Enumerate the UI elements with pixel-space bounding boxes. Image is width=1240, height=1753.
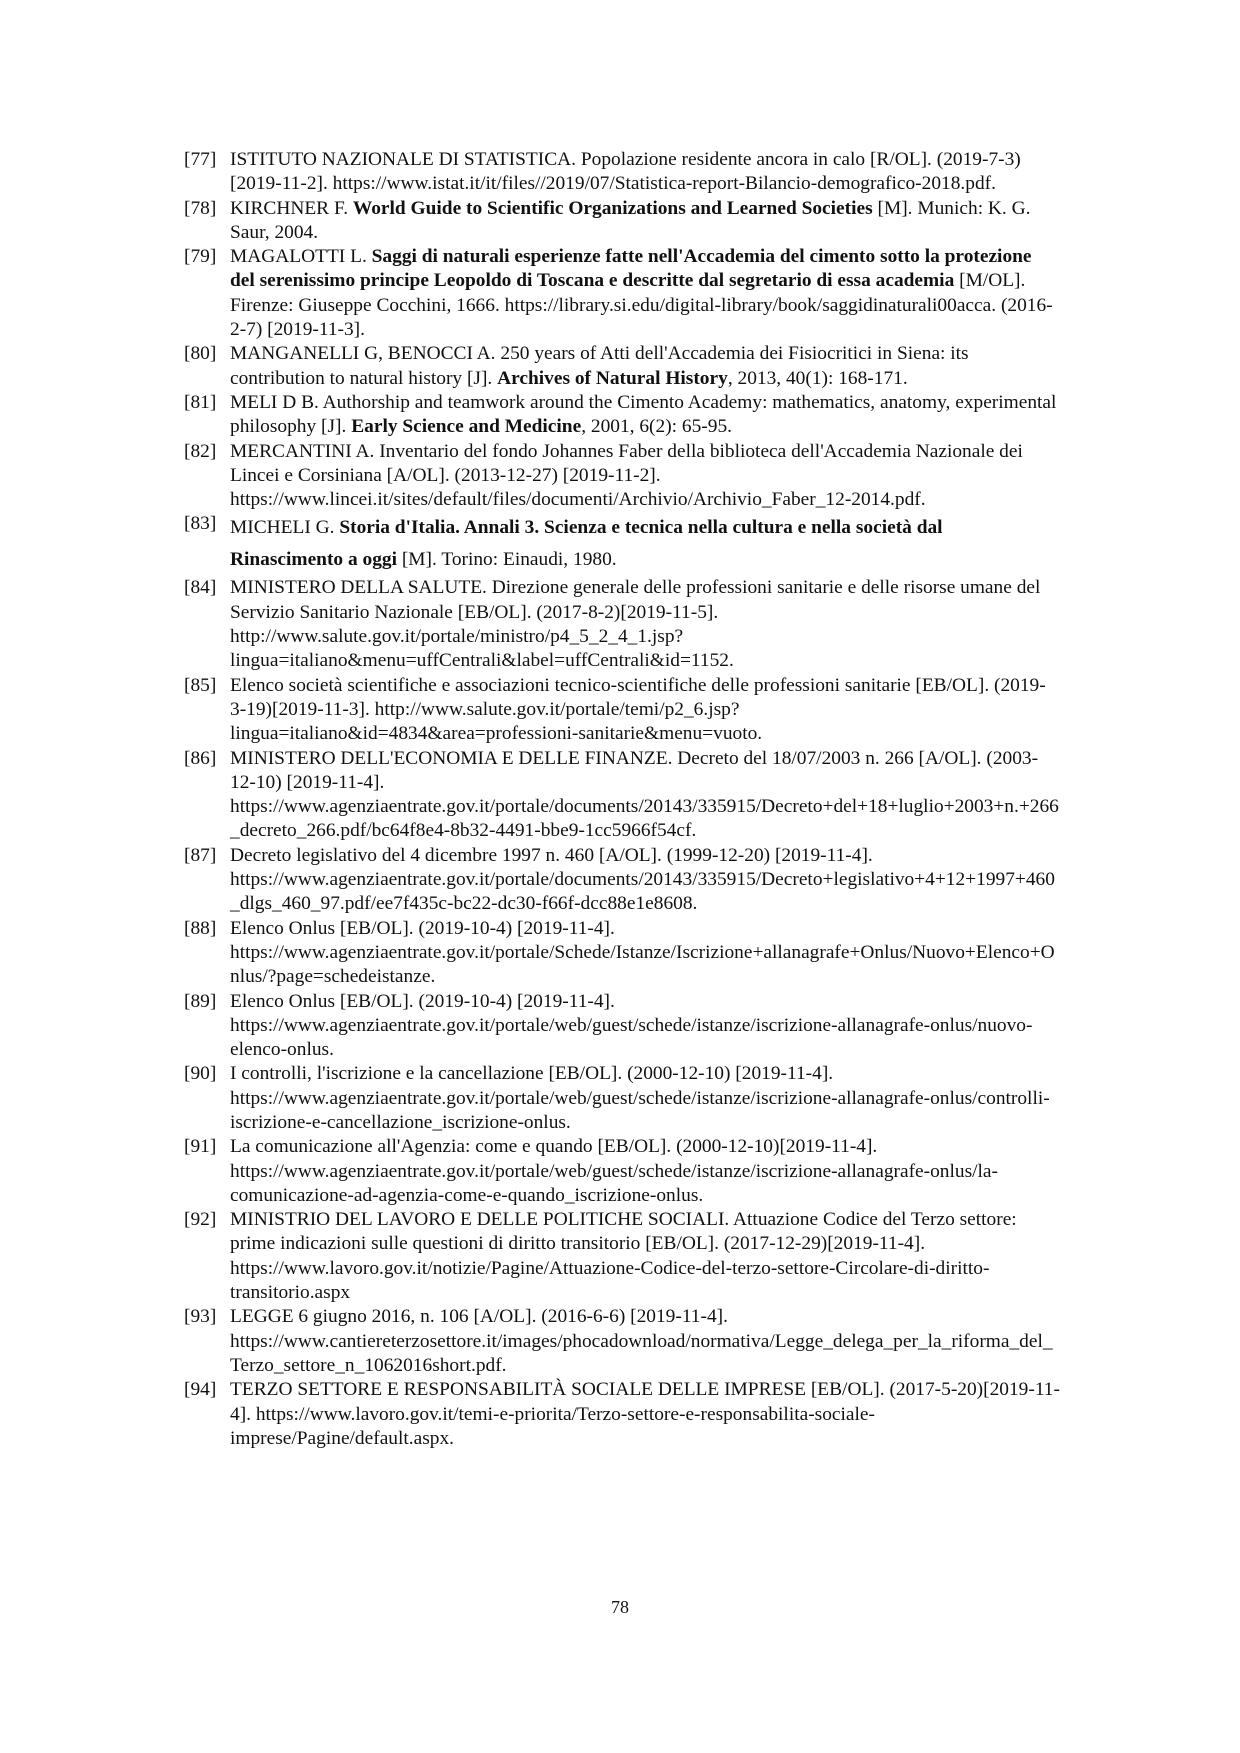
reference-title: Archives of Natural History bbox=[497, 367, 728, 389]
reference-segment: La comunicazione all'Agenzia: come e quando [EB/OL]. (2000-12-10)[2019-11-4]. https://www.agenziaentrate.gov.it/portale/web/guest/schede/istanze/iscrizione-allanagrafe-onlus/la-comunicazione-ad-agenzia-come-e-quando_iscrizione-onlus. bbox=[230, 1136, 998, 1206]
reference-segment: [M]. Munich: K. G. Saur, 2004. bbox=[230, 197, 1031, 243]
reference-entry bbox=[184, 440, 1060, 513]
reference-entry bbox=[184, 1208, 1060, 1305]
reference-text bbox=[230, 747, 1060, 844]
reference-entry bbox=[184, 342, 1060, 391]
reference-number: [92] bbox=[184, 1209, 217, 1231]
reference-text bbox=[230, 391, 1060, 440]
reference-entry bbox=[184, 990, 1060, 1063]
reference-text bbox=[230, 342, 1060, 391]
reference-segment: KIRCHNER F. bbox=[230, 197, 353, 219]
reference-number: [80] bbox=[184, 343, 217, 365]
reference-entry bbox=[184, 747, 1060, 844]
reference-number: [78] bbox=[184, 197, 217, 219]
reference-list bbox=[184, 148, 1060, 1451]
reference-entry bbox=[184, 512, 1060, 576]
reference-segment: [M/OL]. Firenze: Giuseppe Cocchini, 1666. https://library.si.edu/digital-library/book/saggidinaturali00acca. (2016-2-7) [2019-11-3]. bbox=[230, 270, 1053, 341]
reference-text bbox=[230, 1208, 1060, 1305]
page-number: 78 bbox=[611, 1597, 629, 1617]
reference-text bbox=[230, 148, 1060, 197]
reference-segment: , 2001, 6(2): 65-95. bbox=[581, 416, 732, 438]
reference-segment: MINISTERO DELLA SALUTE. Direzione generale delle professioni sanitarie e delle risorse umane del Servizio Sanitario Nazionale [EB/OL]. (2017-8-2)[2019-11-5]. http://www.salute.gov.it/portale/ministro/p4_5_2_4_1.jsp?lingua=italiano&menu=uffCentrali&label=uffCentrali&id=1152. bbox=[230, 577, 1041, 672]
reference-text bbox=[230, 512, 1060, 576]
reference-entry bbox=[184, 245, 1060, 342]
reference-number: [88] bbox=[184, 917, 217, 939]
reference-number: [77] bbox=[184, 149, 217, 170]
reference-number: [89] bbox=[184, 990, 217, 1012]
reference-text bbox=[230, 1378, 1060, 1451]
reference-number: [85] bbox=[184, 674, 217, 696]
reference-entry bbox=[184, 844, 1060, 917]
reference-segment: Elenco Onlus [EB/OL]. (2019-10-4) [2019-11-4]. https://www.agenziaentrate.gov.it/portale/web/guest/schede/istanze/iscrizione-allanagrafe-onlus/nuovo-elenco-onlus. bbox=[230, 990, 1033, 1061]
reference-text bbox=[230, 1062, 1060, 1135]
reference-number: [90] bbox=[184, 1063, 217, 1085]
reference-entry bbox=[184, 148, 1060, 197]
reference-segment: MICHELI G. bbox=[230, 517, 340, 539]
reference-title: Early Science and Medicine bbox=[351, 416, 582, 438]
reference-number: [87] bbox=[184, 844, 217, 866]
reference-title: Saggi di naturali esperienze fatte nell'Accademia del cimento sotto la protezione del serenissimo principe Leopoldo di Toscana e descritte dal segretario di essa academia bbox=[230, 246, 1032, 292]
reference-number: [79] bbox=[184, 246, 217, 268]
reference-text bbox=[230, 917, 1060, 990]
reference-entry bbox=[184, 1305, 1060, 1378]
reference-entry bbox=[184, 576, 1060, 673]
reference-segment: MINISTERO DELL'ECONOMIA E DELLE FINANZE. Decreto del 18/07/2003 n. 266 [A/OL]. (2003-12-10) [2019-11-4]. https://www.agenziaentrate.gov.it/portale/documents/20143/335915/Decreto+del+18+luglio+2003+n.+266_decreto_266.pdf/bc64f8e4-8b32-4491-bbe9-1cc5966f54cf. bbox=[230, 747, 1059, 842]
reference-segment: , 2013, 40(1): 168-171. bbox=[727, 367, 908, 389]
reference-number: [94] bbox=[184, 1379, 217, 1401]
reference-number: [83] bbox=[184, 513, 217, 535]
reference-segment: MINISTRIO DEL LAVORO E DELLE POLITICHE SOCIALI. Attuazione Codice del Terzo settore: prime indicazioni sulle questioni di diritto transitorio [EB/OL]. (2017-12-29)[2019-11-4]. https://www.lavoro.gov.it/notizie/Pagine/Attuazione-Codice-del-terzo-settore-Circolare-di-diritto-transitorio.aspx bbox=[230, 1209, 1017, 1304]
reference-segment: Decreto legislativo del 4 dicembre 1997 n. 460 [A/OL]. (1999-12-20) [2019-11-4]. https://www.agenziaentrate.gov.it/portale/documents/20143/335915/Decreto+legislativo+4+12+1997+460_dlgs_460_97.pdf/ee7f435c-bc22-dc30-f66f-dcc88e1e8608. bbox=[230, 844, 1055, 915]
reference-entry bbox=[184, 674, 1060, 747]
reference-title: Storia d'Italia. Annali 3. Scienza e tecnica nella cultura e nella società dal Rinascimento a oggi bbox=[230, 517, 943, 571]
reference-segment: [M]. Torino: Einaudi, 1980. bbox=[396, 549, 617, 571]
reference-number: [91] bbox=[184, 1136, 217, 1158]
reference-number: [93] bbox=[184, 1306, 217, 1328]
reference-segment: LEGGE 6 giugno 2016, n. 106 [A/OL]. (2016-6-6) [2019-11-4]. https://www.cantiereterzosettore.it/images/phocadownload/normativa/Legge_delega_per_la_riforma_del_Terzo_settore_n_1062016short.pdf. bbox=[230, 1306, 1053, 1376]
reference-segment: I controlli, l'iscrizione e la cancellazione [EB/OL]. (2000-12-10) [2019-11-4]. https://www.agenziaentrate.gov.it/portale/web/guest/schede/istanze/iscrizione-allanagrafe-onlus/controlli-iscrizione-e-cancellazione_iscrizione-onlus. bbox=[230, 1063, 1050, 1133]
reference-segment: Elenco società scientifiche e associazioni tecnico-scientifiche delle professioni sanitarie [EB/OL]. (2019-3-19)[2019-11-3]. http://www.salute.gov.it/portale/temi/p2_6.jsp?lingua=italiano&id=4834&area=professioni-sanitarie&menu=vuoto. bbox=[230, 674, 1046, 745]
reference-number: [84] bbox=[184, 577, 217, 599]
reference-entry bbox=[184, 197, 1060, 246]
reference-text bbox=[230, 674, 1060, 747]
reference-segment: MERCANTINI A. Inventario del fondo Johannes Faber della biblioteca dell'Accademia Nazionale dei Lincei e Corsiniana [A/OL]. (2013-12-27) [2019-11-2]. https://www.lincei.it/sites/default/files/documenti/Archivio/Archivio_Faber_12-2014.pdf. bbox=[230, 440, 1023, 511]
reference-segment: MANGANELLI G, BENOCCI A. 250 years of Atti dell'Accademia dei Fisiocritici in Siena: its contribution to natural history [J]. bbox=[230, 343, 969, 389]
reference-segment: MELI D B. Authorship and teamwork around the Cimento Academy: mathematics, anatomy, experimental philosophy [J]. bbox=[230, 391, 1057, 438]
reference-text bbox=[230, 990, 1060, 1063]
reference-number: [86] bbox=[184, 747, 217, 769]
reference-segment: Elenco Onlus [EB/OL]. (2019-10-4) [2019-11-4]. https://www.agenziaentrate.gov.it/portale/Schede/Istanze/Iscrizione+allanagrafe+Onlus/Nuovo+Elenco+Onlus/?page=schedeistanze. bbox=[230, 917, 1055, 988]
reference-title: World Guide to Scientific Organizations and Learned Societies bbox=[352, 197, 873, 219]
reference-entry bbox=[184, 1135, 1060, 1208]
reference-text bbox=[230, 197, 1060, 246]
reference-entry bbox=[184, 391, 1060, 440]
reference-entry bbox=[184, 1378, 1060, 1451]
reference-segment: TERZO SETTORE E RESPONSABILITÀ SOCIALE DELLE IMPRESE [EB/OL]. (2017-5-20)[2019-11-4]. https://www.lavoro.gov.it/temi-e-priorita/Terzo-settore-e-responsabilita-sociale-imprese/Pagine/default.aspx. bbox=[230, 1379, 1060, 1449]
reference-segment: MAGALOTTI L. bbox=[230, 246, 372, 268]
reference-segment: ISTITUTO NAZIONALE DI STATISTICA. Popolazione residente ancora in calo [R/OL]. (2019-7-3) [2019-11-2]. https://www.istat.it/it/files//2019/07/Statistica-report-Bilancio-demografico-2018.pdf. bbox=[230, 149, 1021, 195]
reference-text bbox=[230, 245, 1060, 342]
reference-entry bbox=[184, 917, 1060, 990]
reference-text bbox=[230, 440, 1060, 513]
reference-number: [81] bbox=[184, 391, 217, 413]
reference-text bbox=[230, 1135, 1060, 1208]
reference-text bbox=[230, 1305, 1060, 1378]
reference-text bbox=[230, 844, 1060, 917]
reference-text bbox=[230, 576, 1060, 673]
reference-number: [82] bbox=[184, 440, 217, 462]
reference-entry bbox=[184, 1062, 1060, 1135]
